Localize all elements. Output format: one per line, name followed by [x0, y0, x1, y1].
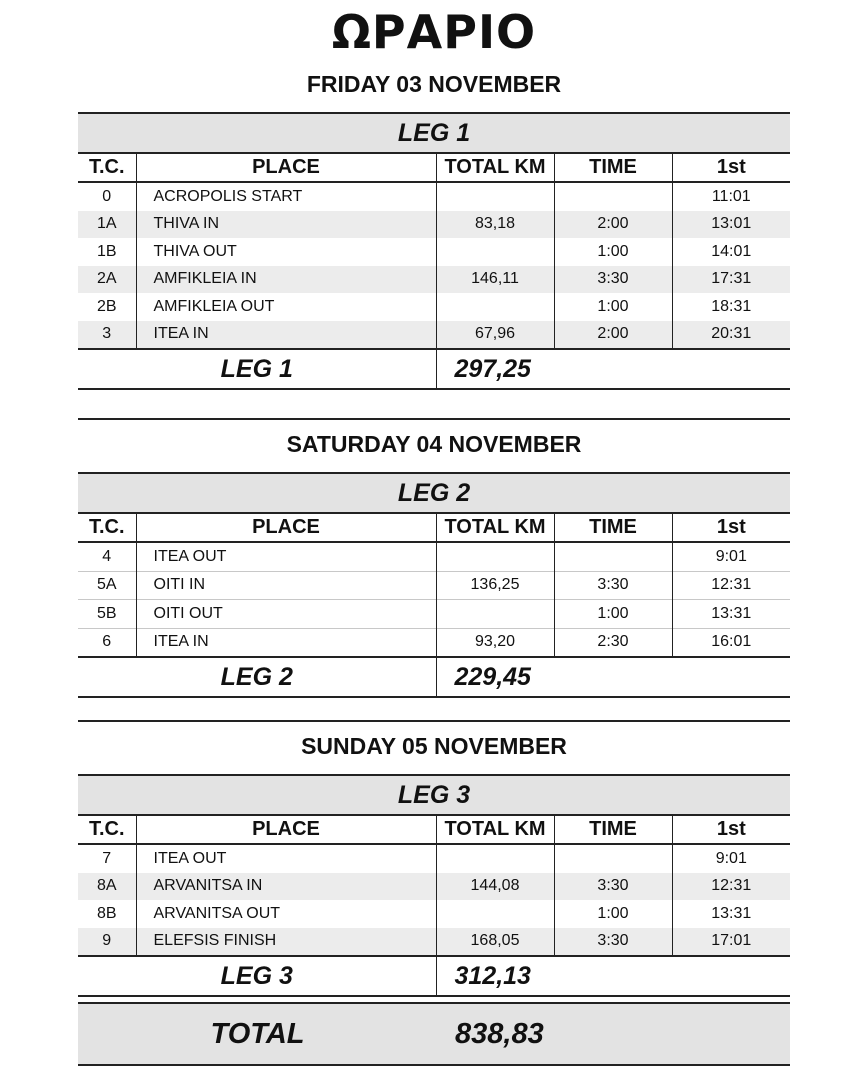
time-cell: 2:00 — [554, 211, 672, 239]
tc-cell: 4 — [102, 547, 112, 565]
first-cell: 13:31 — [672, 600, 790, 629]
column-header-tc: T.C. — [78, 153, 136, 182]
time-cell: 2:30 — [554, 628, 672, 657]
grand-total-label: TOTAL — [210, 1018, 305, 1050]
grand-total-box — [78, 1002, 790, 1066]
first-cell: 13:31 — [672, 900, 790, 928]
column-header-place: PLACE — [136, 815, 436, 844]
leg-summary-row — [78, 956, 790, 996]
table-row — [78, 571, 790, 600]
column-header-first: 1st — [672, 153, 790, 182]
km-cell: 144,08 — [436, 873, 554, 901]
leg-summary-row — [78, 349, 790, 389]
tc-cell: 0 — [102, 187, 112, 205]
table-row — [78, 900, 790, 928]
tc-cell: 1A — [78, 211, 136, 239]
place-cell: AMFIKLEIA OUT — [136, 293, 436, 321]
place-cell: AMFIKLEIA IN — [136, 266, 436, 294]
place-cell: THIVA IN — [136, 211, 436, 239]
table-row — [78, 628, 790, 657]
place-cell: ACROPOLIS START — [136, 182, 436, 211]
table-row — [78, 873, 790, 901]
km-cell: 67,96 — [436, 321, 554, 350]
column-header-place: PLACE — [136, 153, 436, 182]
table-row — [78, 321, 790, 350]
km-cell: 146,11 — [436, 266, 554, 294]
column-header-first: 1st — [672, 815, 790, 844]
leg-summary-label: LEG 3 — [78, 956, 436, 996]
time-cell: 1:00 — [554, 600, 672, 629]
time-cell: 3:30 — [554, 266, 672, 294]
time-cell: 3:30 — [554, 928, 672, 957]
tc-cell: 7 — [102, 849, 112, 867]
place-cell: ELEFSIS FINISH — [136, 928, 436, 957]
tc-cell: 9 — [78, 928, 136, 957]
first-cell: 12:31 — [672, 571, 790, 600]
column-header-place: PLACE — [136, 513, 436, 542]
km-cell: 93,20 — [436, 628, 554, 657]
leg-title: LEG 2 — [78, 473, 790, 513]
table-row — [78, 293, 790, 321]
leg-summary-km: 312,13 — [436, 956, 790, 996]
km-cell — [436, 182, 554, 211]
first-cell: 16:01 — [672, 628, 790, 657]
place-cell: ITEA IN — [136, 321, 436, 350]
tc-cell: 2B — [96, 297, 117, 315]
table-row — [78, 182, 790, 211]
table-row — [78, 542, 790, 571]
time-cell: 2:00 — [554, 321, 672, 350]
leg-summary-km: 229,45 — [436, 657, 790, 697]
first-cell: 17:01 — [672, 928, 790, 957]
column-header-time: TIME — [554, 815, 672, 844]
place-cell: ITEA OUT — [136, 542, 436, 571]
first-cell: 13:01 — [672, 211, 790, 239]
leg-2-table — [78, 472, 790, 698]
time-cell — [554, 182, 672, 211]
time-cell: 3:30 — [554, 873, 672, 901]
km-cell: 136,25 — [436, 571, 554, 600]
time-cell: 1:00 — [554, 238, 672, 266]
column-header-tc: T.C. — [78, 513, 136, 542]
table-row — [78, 844, 790, 873]
day-heading: FRIDAY 03 NOVEMBER — [306, 71, 562, 97]
first-cell: 17:31 — [672, 266, 790, 294]
first-cell: 9:01 — [672, 844, 790, 873]
time-cell: 1:00 — [554, 293, 672, 321]
column-header-km: TOTAL KM — [436, 153, 554, 182]
section-divider — [78, 418, 790, 420]
leg-summary-label: LEG 1 — [78, 349, 436, 389]
place-cell: OITI IN — [136, 571, 436, 600]
time-cell: 1:00 — [554, 900, 672, 928]
place-cell: THIVA OUT — [136, 238, 436, 266]
place-cell: ARVANITSA IN — [136, 873, 436, 901]
day-heading: SUNDAY 05 NOVEMBER — [301, 733, 567, 759]
tc-cell: 8A — [78, 873, 136, 901]
first-cell: 14:01 — [672, 238, 790, 266]
leg-title: LEG 1 — [78, 113, 790, 153]
time-cell: 3:30 — [554, 571, 672, 600]
tc-cell: 8B — [96, 904, 117, 922]
km-cell — [436, 293, 554, 321]
km-cell: 83,18 — [436, 211, 554, 239]
first-cell: 20:31 — [672, 321, 790, 350]
day-heading: SATURDAY 04 NOVEMBER — [286, 431, 582, 457]
km-cell: 168,05 — [436, 928, 554, 957]
column-header-first: 1st — [672, 513, 790, 542]
km-cell — [436, 600, 554, 629]
place-cell: ITEA IN — [136, 628, 436, 657]
column-header-km: TOTAL KM — [436, 513, 554, 542]
first-cell: 9:01 — [672, 542, 790, 571]
km-cell — [436, 542, 554, 571]
place-cell: ARVANITSA OUT — [136, 900, 436, 928]
leg-summary-row — [78, 657, 790, 697]
first-cell: 18:31 — [672, 293, 790, 321]
tc-cell: 5B — [78, 600, 136, 629]
leg-summary-label: LEG 2 — [78, 657, 436, 697]
section-divider — [78, 720, 790, 722]
table-row — [78, 238, 790, 266]
column-header-time: TIME — [554, 153, 672, 182]
time-cell — [554, 844, 672, 873]
first-cell: 11:01 — [672, 182, 790, 211]
tc-cell: 3 — [78, 321, 136, 350]
leg-1-table — [78, 112, 790, 390]
time-cell — [554, 542, 672, 571]
column-header-tc: T.C. — [78, 815, 136, 844]
km-cell — [436, 900, 554, 928]
table-row — [78, 600, 790, 629]
km-cell — [436, 844, 554, 873]
tc-cell: 6 — [78, 628, 136, 657]
first-cell: 12:31 — [672, 873, 790, 901]
table-row — [78, 928, 790, 957]
table-row — [78, 211, 790, 239]
place-cell: ITEA OUT — [136, 844, 436, 873]
km-cell — [436, 238, 554, 266]
tc-cell: 1B — [96, 242, 117, 260]
column-header-time: TIME — [554, 513, 672, 542]
tc-cell: 5A — [78, 571, 136, 600]
page-title: ΩΡΑΡΙΟ — [331, 5, 537, 59]
table-row — [78, 266, 790, 294]
tc-cell: 2A — [78, 266, 136, 294]
column-header-km: TOTAL KM — [436, 815, 554, 844]
leg-3-table — [78, 774, 790, 997]
leg-title: LEG 3 — [78, 775, 790, 815]
place-cell: OITI OUT — [136, 600, 436, 629]
grand-total-km: 838,83 — [455, 1018, 544, 1050]
leg-summary-km: 297,25 — [436, 349, 790, 389]
